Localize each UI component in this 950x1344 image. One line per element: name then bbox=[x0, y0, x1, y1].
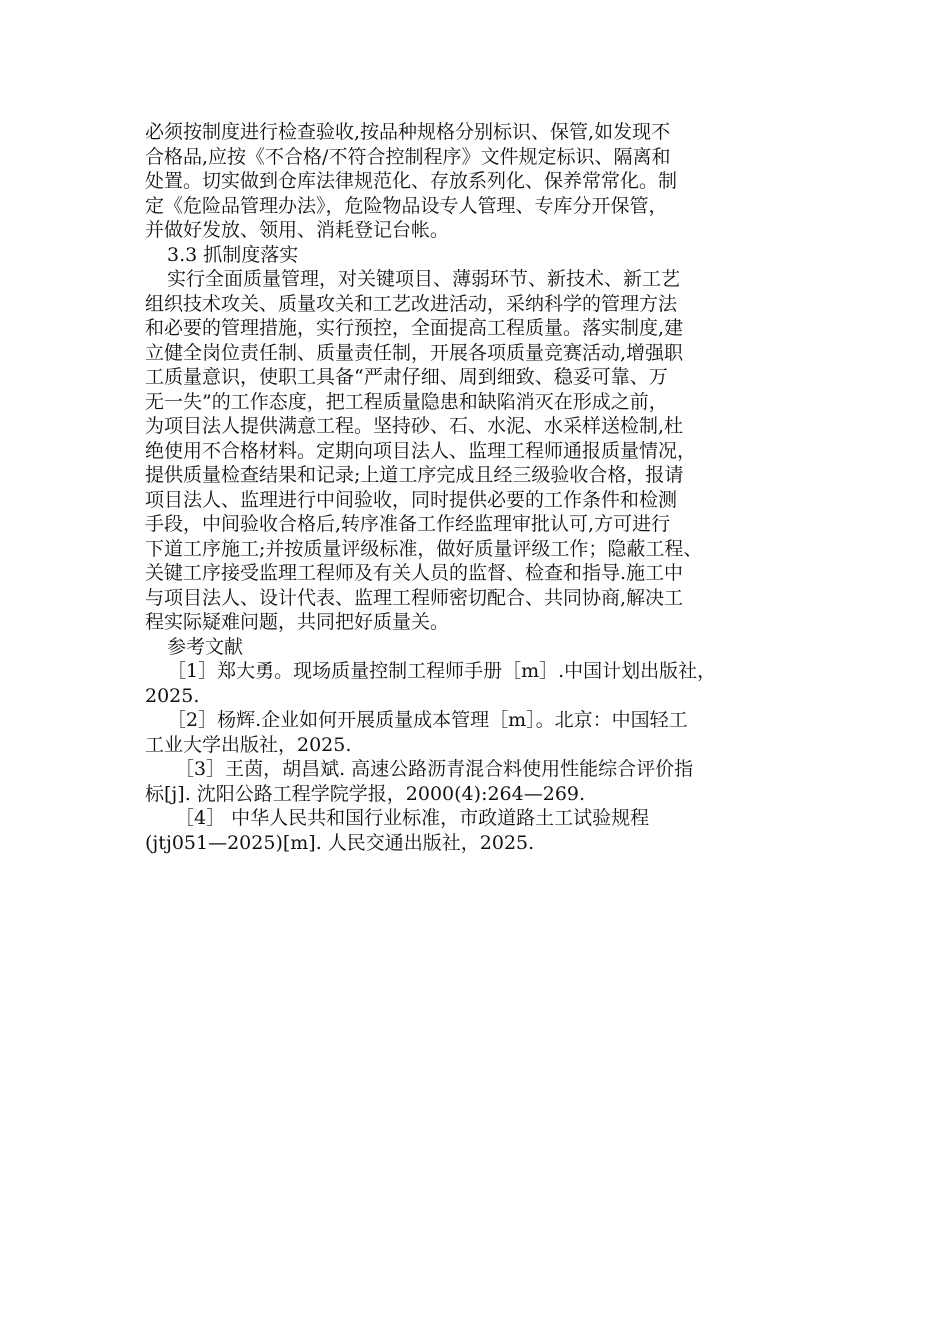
reference-line: ［3］王茵，胡昌斌. 高速公路沥青混合料使用性能综合评价指 bbox=[175, 758, 694, 780]
reference-line: ［4］ 中华人民共和国行业标准，市政道路土工试验规程 bbox=[175, 807, 650, 829]
reference-item bbox=[145, 659, 805, 708]
text-line: 定《危险品管理办法》，危险物品设专人管理、专库分开保管， bbox=[145, 194, 668, 217]
reference-line: 2025. bbox=[145, 684, 200, 707]
reference-line: 工业大学出版社，2025. bbox=[145, 733, 352, 756]
reference-line: 标[j]. 沈阳公路工程学院学报，2000(4):264—269. bbox=[145, 782, 586, 805]
reference-item bbox=[145, 806, 805, 855]
text-line: 提供质量检查结果和记录;上道工序完成且经三级验收合格，报请 bbox=[145, 464, 684, 486]
text-line: 为项目法人提供满意工程。坚持砂、石、水泥、水采样送检制,杜 bbox=[145, 415, 684, 437]
text-line: 手段，中间验收合格后,转序准备工作经监理审批认可,方可进行 bbox=[145, 513, 671, 535]
text-line: 必须按制度进行检查验收,按品种规格分别标识、保管,如发现不 bbox=[145, 121, 671, 143]
text-line: 绝使用不合格材料。定期向项目法人、监理工程师通报质量情况， bbox=[145, 439, 697, 462]
document-page bbox=[145, 120, 805, 855]
text-line: 处置。切实做到仓库法律规范化、存放系列化、保养常常化。制 bbox=[145, 170, 678, 192]
text-line: 与项目法人、设计代表、监理工程师密切配合、共同协商,解决工 bbox=[145, 586, 684, 609]
reference-line: (jtj051—2025)[m]. 人民交通出版社，2025. bbox=[145, 831, 535, 854]
text-line: 关键工序接受监理工程师及有关人员的监督、检查和指导.施工中 bbox=[145, 562, 684, 584]
text-line: 合格品,应按《不合格/不符合控制程序》文件规定标识、隔离和 bbox=[145, 145, 671, 168]
references-heading: 参考文献 bbox=[167, 635, 244, 658]
reference-list bbox=[145, 659, 805, 855]
reference-line: ［2］杨辉.企业如何开展质量成本管理［m］。北京：中国轻工 bbox=[167, 709, 688, 731]
text-line: 项目法人、监理进行中间验收，同时提供必要的工作条件和检测 bbox=[145, 488, 678, 511]
text-line: 下道工序施工;并按质量评级标准，做好质量评级工作；隐蔽工程、 bbox=[145, 537, 703, 560]
text-line: 立健全岗位责任制、质量责任制，开展各项质量竞赛活动,增强职 bbox=[145, 341, 684, 364]
text-line: 组织技术攻关、质量攻关和工艺改进活动，采纳科学的管理方法 bbox=[145, 292, 678, 315]
section-heading: 3.3 抓制度落实 bbox=[167, 243, 299, 266]
reference-line: ［1］郑大勇。现场质量控制工程师手册［m］.中国计划出版社， bbox=[167, 660, 717, 682]
reference-item bbox=[145, 708, 805, 757]
reference-item bbox=[145, 757, 805, 806]
text-line: 实行全面质量管理，对关键项目、薄弱环节、新技术、新工艺 bbox=[167, 268, 681, 290]
paragraph-storage bbox=[145, 120, 805, 243]
text-line: 和必要的管理措施，实行预控，全面提高工程质量。落实制度,建 bbox=[145, 317, 684, 339]
text-line: 工质量意识，使职工具备“严肃仔细、周到细致、稳妥可靠、万 bbox=[145, 366, 668, 388]
paragraph-system-implementation bbox=[145, 267, 805, 635]
text-line: 程实际疑难问题，共同把好质量关。 bbox=[145, 611, 450, 633]
text-line: 并做好发放、领用、消耗登记台帐。 bbox=[145, 219, 450, 241]
text-line: 无一失”的工作态度，把工程质量隐患和缺陷消灭在形成之前， bbox=[145, 390, 668, 413]
